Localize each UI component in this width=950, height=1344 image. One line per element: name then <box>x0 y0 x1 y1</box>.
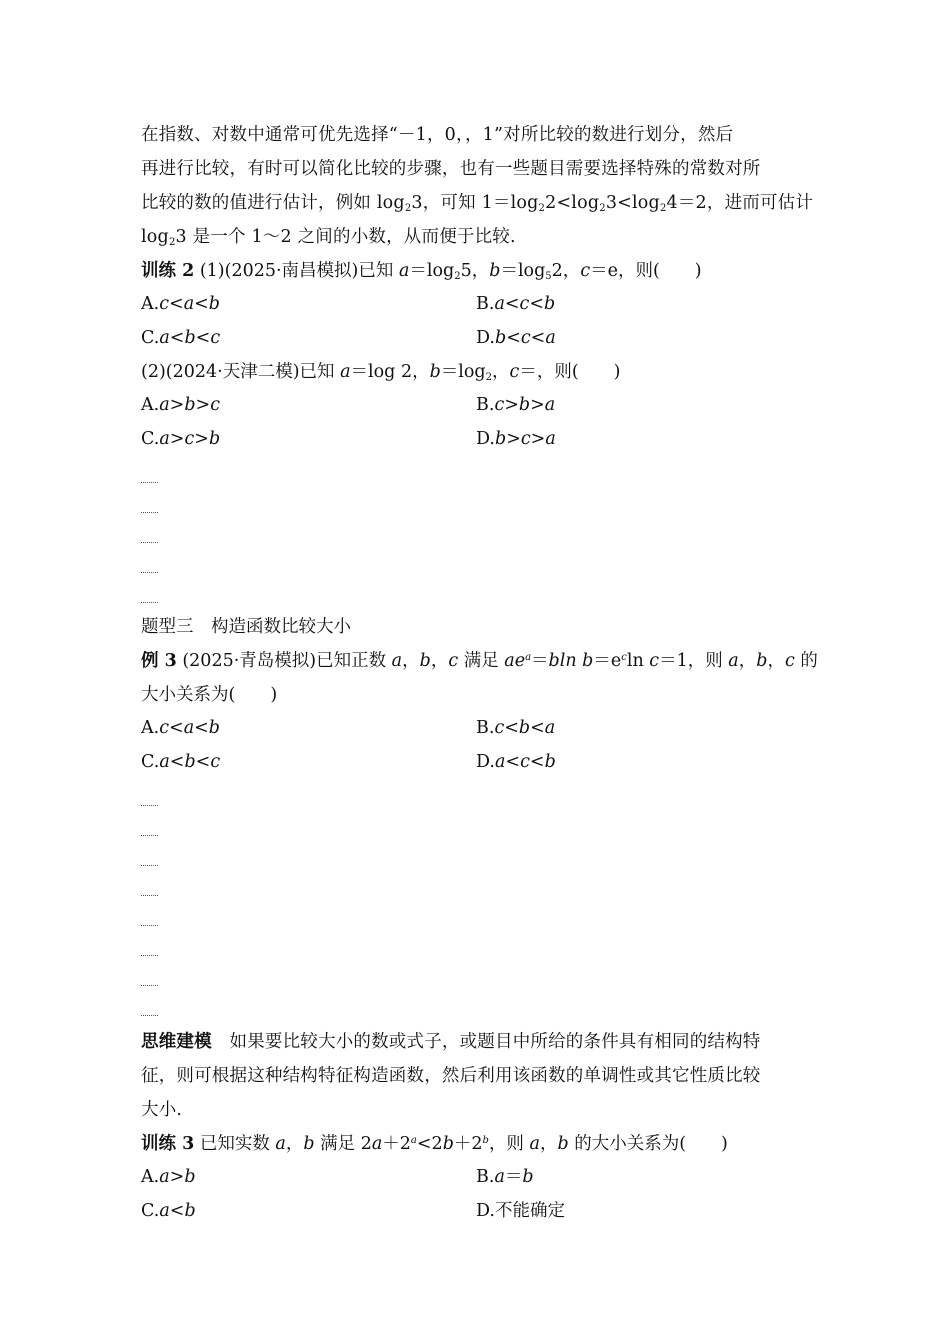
answer-line <box>141 522 811 552</box>
option-d[interactable]: D.a<c<b <box>476 751 556 772</box>
option-b[interactable]: B.a＝b <box>476 1167 534 1187</box>
thinking-line-2: 征，则可根据这种结构特征构造函数，然后利用该函数的单调性或其它性质比较 <box>141 1066 761 1086</box>
train3-label: 训练 3 <box>141 1134 195 1154</box>
section-title: 题型三 构造函数比较大小 <box>141 617 351 637</box>
option-a[interactable]: A.c<a<b <box>141 718 220 738</box>
option-d[interactable]: D.不能确定 <box>476 1200 565 1221</box>
option-a[interactable]: A.a>b>c <box>141 395 220 415</box>
intro-paragraph <box>141 118 814 254</box>
intro-line-1: 在指数、对数中通常可优先选择“－1，0，，1”对所比较的数进行划分，然后 <box>141 125 734 145</box>
option-c[interactable]: C.a>c>b <box>141 428 221 449</box>
answer-line <box>141 845 811 875</box>
option-d[interactable]: D.b<c<a <box>476 327 556 348</box>
example3-label: 例 3 <box>141 651 177 671</box>
example3-options-row-2 <box>141 746 811 780</box>
option-b[interactable]: B.c<b<a <box>476 718 556 738</box>
option-a[interactable]: A.a>b <box>141 1167 196 1187</box>
answer-line <box>141 935 811 965</box>
answer-line <box>141 552 811 582</box>
example3-options-row-1 <box>141 712 811 746</box>
answer-line <box>141 875 811 905</box>
intro-line-3: 比较的数的值进行估计，例如 $\log_23$，可知 $1=\log_22<\log_23<\log_24=2$，进而可估计 <box>141 193 814 214</box>
example3-line-1: 例 3 (2025·青岛模拟)已知正数 a，b，c 满足 $ae^a=bln$ $b=e^c\ln$ c＝1，则 a，b，c 的 <box>141 651 818 671</box>
thinking-label: 思维建模 <box>141 1032 212 1052</box>
answer-line <box>141 905 811 935</box>
thinking-model <box>141 1025 811 1127</box>
train2-label: 训练 2 <box>141 261 195 281</box>
answer-line <box>141 995 811 1025</box>
option-a[interactable]: A.c<a<b <box>141 294 220 314</box>
train2-q2-options-row-1 <box>141 389 811 423</box>
answer-space-1 <box>141 462 811 612</box>
answer-line <box>141 785 811 815</box>
option-c[interactable]: C.a<b<c <box>141 327 221 348</box>
answer-line <box>141 492 811 522</box>
answer-space-2 <box>141 785 811 1025</box>
train3-options-row-1 <box>141 1161 811 1195</box>
train3-options-row-2 <box>141 1195 811 1229</box>
option-c[interactable]: C.a<b <box>141 1200 196 1221</box>
answer-line <box>141 815 811 845</box>
thinking-line-1: 思维建模 如果要比较大小的数或式子，或题目中所给的条件具有相同的结构特 <box>141 1032 761 1052</box>
train2-q1-options-row-1 <box>141 288 811 322</box>
train2-question-1: 训练 2 (1)(2025·南昌模拟)已知 $a=\log_25$，$b=\log_52$，c＝e，则( ) <box>141 261 702 282</box>
train2-question-2: (2)(2024·天津二模)已知 a＝log 2，$b=\log_2$，c＝，则( ) <box>141 362 621 383</box>
option-b[interactable]: B.c>b>a <box>476 395 556 415</box>
answer-line <box>141 965 811 995</box>
train2-q1-options-row-2 <box>141 322 811 356</box>
train2-q2-options-row-2 <box>141 423 811 457</box>
option-d[interactable]: D.b>c>a <box>476 428 556 449</box>
train3-question: 训练 3 已知实数 a，b 满足 $2a+2^a<2b+2^b$，则 a，b 的大小关系为( ) <box>141 1134 728 1154</box>
option-b[interactable]: B.a<c<b <box>476 294 556 314</box>
document-page <box>141 118 818 1228</box>
intro-line-2: 再进行比较，有时可以简化比较的步骤，也有一些题目需要选择特殊的常数对所 <box>141 159 761 179</box>
option-c[interactable]: C.a<b<c <box>141 751 221 772</box>
thinking-line-3: 大小. <box>141 1100 183 1120</box>
intro-line-4: $\log_23$ 是一个 1～2 之间的小数，从而便于比较. <box>141 227 516 248</box>
answer-line <box>141 462 811 492</box>
answer-line <box>141 582 811 612</box>
example3-line-2: 大小关系为( ) <box>141 685 278 705</box>
